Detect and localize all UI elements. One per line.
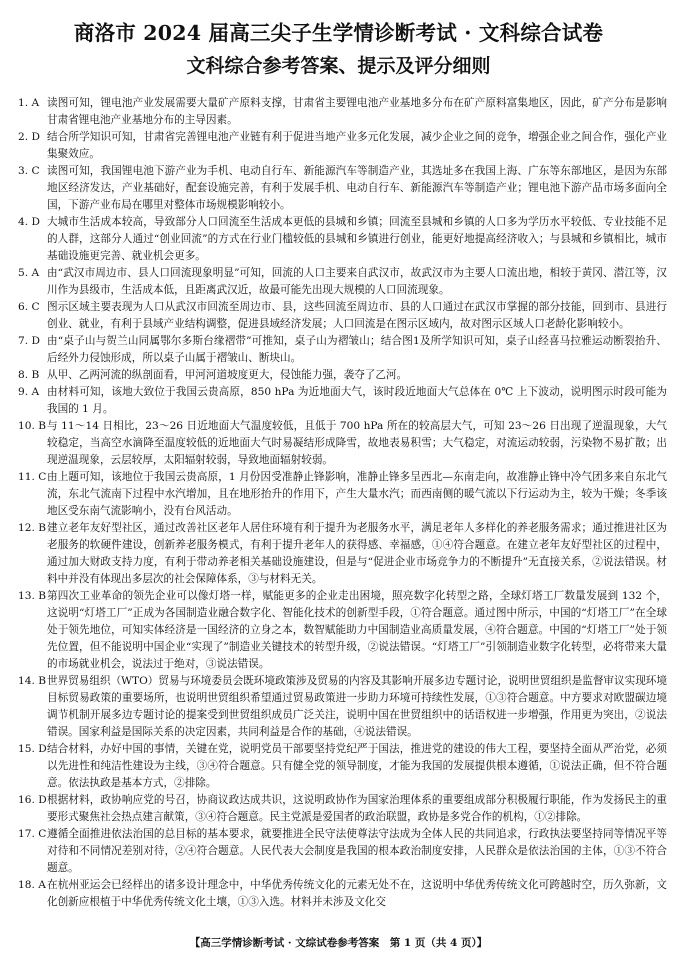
- exam-subtitle: 文科综合参考答案、提示及评分细则: [186, 55, 491, 77]
- answer-explanation: 遵循全面推进依法治国的总目标的基本要求，就要推进全民守法使尊法守法成为全体人民的共同追求，行政执法要坚持同等情况平等对待和不同情况差别对待，②④符合题意。人民代表大会制度是我国的根本政治制度安排，人民群众是依法治国的主体，①③不符合题意。: [47, 828, 667, 874]
- answer-number: 13. B: [18, 590, 46, 602]
- answer-explanation: 大城市生活成本较高，导致部分人口回流至生活成本更低的县城和乡镇；回流至县城和乡镇的人口多为学历水平较低、专业技能不足的人群，这部分人通过“创业回流”的方式在行业门槛较低的县城和乡镇进行创业，能更好地提高经济收入；与县城和乡镇相比，城市基础设施更完善、就业机会更多。: [47, 216, 667, 262]
- answer-explanation: 从甲、乙两河流的纵剖面看，甲河河道坡度更大，侵蚀能力强，袭夺了乙河。: [47, 369, 408, 381]
- answer-item: [18, 333, 667, 367]
- answer-explanation: 世界贸易组织（WTO）贸易与环境委员会既环境政策涉及贸易的内容及其影响开展多边专题讨论，说明世贸组织是监督审议实现环境目标贸易政策的重要场所，也说明世贸组织希望通过贸易政策进一步助力环境可持续性发展，①③符合题意。中方要求对欧盟碳边境调节机制开展多边专题讨论的提案受到世贸组织成员广泛关注，说明中国在世贸组织中的话语权进一步增强，作用更为突出，②说法错误。国家利益是国际关系的决定因素，共同利益是合作的基础，④说法错误。: [47, 675, 667, 738]
- answer-item: [18, 95, 667, 129]
- answer-item: [18, 877, 667, 911]
- answer-item: [18, 520, 667, 588]
- answer-explanation: 在杭州亚运会已经样出的诸多设计理念中，中华优秀传统文化的元素无处不在，这说明中华优秀传统文化可跨越时空，历久弥新，文化创新应根植于中华优秀传统文化土壤，①③入选。材料并未涉及文化交: [47, 879, 667, 908]
- answer-item: [18, 673, 667, 741]
- answer-explanation: 与 11～14 日相比，23～26 日近地面大气温度较低，且低于 700 hPa 所在的较高层大气，可知 23～26 日出现了逆温现象，大气较稳定，当高空水滴降至温度较低的近地面大气时易凝结形成降雪，故地表易积雪；大气稳定，对流运动较弱，污染物不易扩散；出现逆温现象，云层较厚，太阳辐射较弱，导致地面辐射较弱。: [47, 420, 667, 466]
- answer-number: 14. B: [18, 675, 46, 687]
- answer-item: [18, 826, 667, 877]
- page-footer: 【高三学情诊断考试 · 文综试卷参考答案 第 1 页（共 4 页）】: [189, 937, 488, 949]
- answer-explanation: 由材料可知，该地大致位于我国云贵高原，850 hPa 为近地面大气，该时段近地面大气总体在 0℃ 上下波动，说明图示时段可能为我国的 1 月。: [47, 386, 667, 415]
- answer-number: 10. B: [18, 420, 46, 432]
- answer-number: 5. A: [18, 267, 40, 279]
- answer-item: [18, 367, 667, 384]
- answer-item: [18, 163, 667, 214]
- answer-item: [18, 129, 667, 163]
- answer-number: 1. A: [18, 97, 40, 109]
- answer-number: 16. D: [18, 794, 47, 806]
- answer-number: 18. A: [18, 879, 46, 891]
- answer-number: 8. B: [18, 369, 40, 381]
- answer-explanation: 根据材料，政协响应党的号召，协商议政达成共识，这说明政协作为国家治理体系的重要组成部分积极履行职能，作为发扬民主的重要形式聚焦社会热点建言献策，③④符合题意。民主党派是爱国者的政治联盟，政协是多党合作的机构，①②排除。: [47, 794, 667, 823]
- answer-number: 12. B: [18, 522, 46, 534]
- answer-item: [18, 384, 667, 418]
- answer-explanation: 图示区域主要表现为人口从武汉市回流至周边市、县，这些回流至周边市、县的人口通过在武汉市掌握的部分技能，回到市、县进行创业、就业，有利于县域产业结构调整，促进县域经济发展；人口回流是在图示区域内，故对图示区域人口老龄化影响较小。: [47, 301, 667, 330]
- answer-number: 6. C: [18, 301, 40, 313]
- answer-explanation: 第四次工业革命的领先企业可以像灯塔一样，赋能更多的企业走出困境，照亮数字化转型之路，全球灯塔工厂数量发展到 132 个，这说明“灯塔工厂”正成为各国制造业融合数字化、智能化技术的创新型手段，①符合题意。通过图中所示，中国的“灯塔工厂”在全球处于领先地位，可知实体经济是一国经济的立身之本，数智赋能助力中国制造业高质量发展，④符合题意。中国的“灯塔工厂”处于领先位置，但不能说明中国企业“实现了”制造业关键技术的转型升级，②说法错误。“灯塔工厂”引领制造业数字化转型，必将带来大量的市场就业机会，说法过于绝对，③说法错误。: [47, 590, 667, 670]
- answer-explanation: 由“武汉市周边市、县人口回流现象明显”可知，回流的人口主要来自武汉市，故武汉市为主要人口流出地，相较于黄冈、潜江等，汉川作为县级市，生活成本低，且距离武汉近，故最可能先出现大规模的人口回流现象。: [47, 267, 667, 296]
- answer-explanation: 结合材料，办好中国的事情，关键在党，说明党员干部要坚持党纪严于国法，推进党的建设的伟大工程，要坚持全面从严治党，必须以先进性和纯洁性建设为主线，③④符合题意。只有健全党的领导制度，才能为我国的发展提供根本遵循，①说法正确，但不符合题意。依法执政是基本方式，②排除。: [47, 743, 667, 789]
- answer-number: 15. D: [18, 743, 47, 755]
- answer-number: 7. D: [18, 335, 40, 347]
- answer-number: 11. C: [18, 471, 47, 483]
- answer-item: [18, 265, 667, 299]
- answer-item: [18, 792, 667, 826]
- answer-number: 9. A: [18, 386, 40, 398]
- answer-explanation: 由“桌子山与贺兰山同属鄂尔多斯台缘褶带”可推知，桌子山为褶皱山；结合图1及所学知识可知，桌子山经喜马拉雅运动断裂抬升、后经外力侵蚀形成，所以桌子山属于褶皱山、断块山。: [47, 335, 667, 364]
- answer-item: [18, 418, 667, 469]
- answer-item: [18, 214, 667, 265]
- answer-item: [18, 469, 667, 520]
- answer-number: 3. C: [18, 165, 40, 177]
- answer-item: [18, 741, 667, 792]
- answer-explanation: 读图可知，我国锂电池下游产业为手机、电动自行车、新能源汽车等制造产业，其选址多在我国上海、广东等东部地区，是因为东部地区经济发达，产业基础好，配套设施完善，有利于发展手机、电动自行车、新能源汽车等制造产业；锂电池下游产品市场多面向全国，下游产业布局在哪里对整体市场规模影响较小。: [47, 165, 667, 211]
- answer-explanation: 建立老年友好型社区，通过改善社区老年人居住环境有利于提升为老服务水平，满足老年人多样化的养老服务需求；通过推进社区为老服务的软硬件建设，创新养老服务模式，有利于提升老年人的获得感、幸福感，①④符合题意。在建立老年友好型社区的过程中，通过加大财政支持力度，有利于带动养老相关基础设施建设，但是与“促进企业市场竞争力的不断提升”无直接关系，②说法错误。材料中并没有体现出多层次的社会保障体系，③与材料无关。: [47, 522, 667, 585]
- answer-explanation: 由上题可知，该地位于我国云贵高原，1 月份因受准静止锋影响，准静止锋多呈西北—东南走向，故准静止锋中冷气团多来自东北气流，东北气流南下过程中水汽增加，且在地形抬升的作用下，产生大量水汽；而西南侧的暖气流以下行运动为主，较为干燥；冬季该地区受东南气流影响小，没有台风活动。: [47, 471, 667, 517]
- answer-item: [18, 588, 667, 673]
- answer-list: [18, 95, 667, 911]
- answer-number: 17. C: [18, 828, 47, 840]
- answer-number: 4. D: [18, 216, 40, 228]
- answer-explanation: 结合所学知识可知，甘肃省完善锂电池产业链有利于促进当地产业多元化发展，减少企业之间的竞争，增强企业之间合作，强化产业集聚效应。: [47, 131, 667, 160]
- exam-title: 商洛市 2024 届高三尖子生学情诊断考试 · 文科综合试卷: [73, 21, 604, 45]
- answer-number: 2. D: [18, 131, 40, 143]
- answer-explanation: 读图可知，锂电池产业发展需要大量矿产原料支撑，甘肃省主要锂电池产业基地多分布在矿产原料富集地区，因此，矿产分布是影响甘肃省锂电池产业基地分布的主导因素。: [47, 97, 667, 126]
- answer-item: [18, 299, 667, 333]
